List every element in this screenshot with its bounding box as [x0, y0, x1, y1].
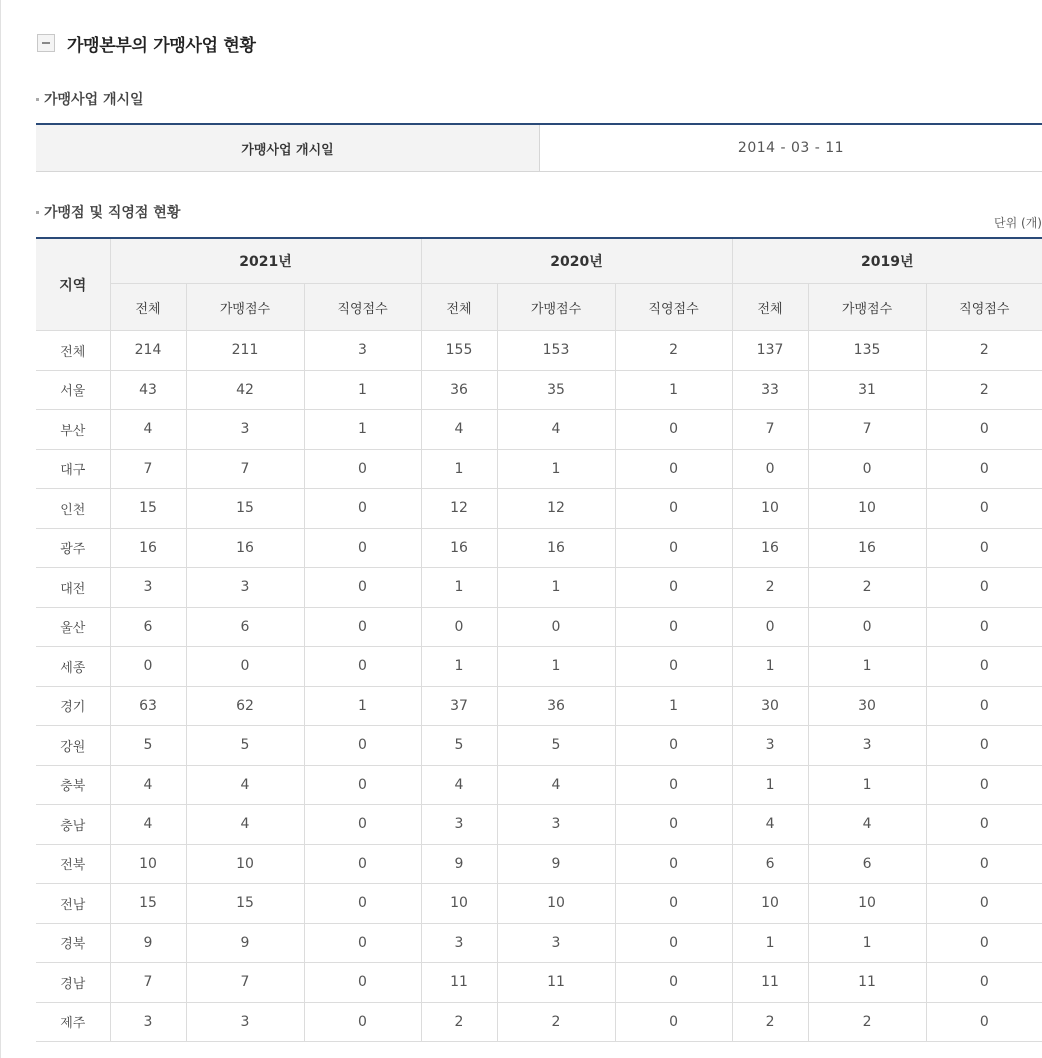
- value-cell: 10: [497, 884, 615, 924]
- value-cell: 15: [186, 489, 304, 529]
- value-cell: 1: [615, 370, 732, 410]
- value-cell: 10: [732, 489, 808, 529]
- value-cell: 7: [808, 410, 926, 450]
- value-cell: 7: [110, 449, 186, 489]
- value-cell: 0: [304, 528, 421, 568]
- value-cell: 1: [421, 449, 497, 489]
- value-cell: 16: [497, 528, 615, 568]
- value-cell: 3: [186, 410, 304, 450]
- table-row: [36, 568, 1042, 608]
- value-cell: 0: [808, 607, 926, 647]
- value-cell: 0: [421, 607, 497, 647]
- value-cell: 10: [110, 844, 186, 884]
- region-cell: 전체: [36, 331, 110, 371]
- value-cell: 0: [926, 923, 1042, 963]
- region-cell: 대구: [36, 449, 110, 489]
- value-cell: 11: [732, 963, 808, 1003]
- value-cell: 4: [421, 765, 497, 805]
- table-row: [36, 528, 1042, 568]
- value-cell: 2: [421, 1002, 497, 1042]
- region-cell: 광주: [36, 528, 110, 568]
- value-cell: 7: [186, 449, 304, 489]
- value-cell: 3: [732, 726, 808, 766]
- value-cell: 0: [615, 489, 732, 529]
- value-cell: 0: [304, 568, 421, 608]
- table-row: [36, 963, 1042, 1003]
- region-cell: 제주: [36, 1002, 110, 1042]
- start-date-subtitle-text: 가맹사업 개시일: [44, 92, 144, 108]
- year-header: 2021년: [110, 238, 421, 284]
- value-cell: 5: [421, 726, 497, 766]
- value-cell: 0: [304, 884, 421, 924]
- value-cell: 7: [110, 963, 186, 1003]
- value-cell: 10: [808, 489, 926, 529]
- value-cell: 1: [732, 765, 808, 805]
- value-cell: 0: [304, 844, 421, 884]
- value-cell: 6: [808, 844, 926, 884]
- region-cell: 충북: [36, 765, 110, 805]
- value-cell: 9: [497, 844, 615, 884]
- table-row: [36, 844, 1042, 884]
- value-cell: 3: [186, 568, 304, 608]
- value-cell: 12: [421, 489, 497, 529]
- value-cell: 3: [304, 331, 421, 371]
- value-cell: 3: [110, 568, 186, 608]
- value-cell: 0: [304, 805, 421, 845]
- value-cell: 10: [421, 884, 497, 924]
- value-cell: 0: [926, 489, 1042, 529]
- table-row: [36, 765, 1042, 805]
- value-cell: 11: [421, 963, 497, 1003]
- value-cell: 37: [421, 686, 497, 726]
- value-cell: 1: [732, 923, 808, 963]
- value-cell: 0: [615, 647, 732, 687]
- stores-subtitle-text: 가맹점 및 직영점 현황: [44, 205, 181, 221]
- collapse-toggle-button[interactable]: [37, 34, 55, 52]
- value-cell: 0: [615, 844, 732, 884]
- value-cell: 12: [497, 489, 615, 529]
- value-cell: 0: [304, 449, 421, 489]
- value-cell: 11: [497, 963, 615, 1003]
- table-row: [36, 726, 1042, 766]
- value-cell: 7: [732, 410, 808, 450]
- value-cell: 4: [110, 805, 186, 845]
- value-cell: 0: [615, 410, 732, 450]
- value-cell: 0: [186, 647, 304, 687]
- bullet-icon: [36, 98, 39, 101]
- region-cell: 경북: [36, 923, 110, 963]
- value-cell: 1: [732, 647, 808, 687]
- stores-table: [36, 237, 1042, 1042]
- value-cell: 1: [421, 647, 497, 687]
- value-cell: 2: [926, 370, 1042, 410]
- region-cell: 경남: [36, 963, 110, 1003]
- value-cell: 0: [926, 963, 1042, 1003]
- region-cell: 울산: [36, 607, 110, 647]
- year-header: 2019년: [732, 238, 1042, 284]
- value-cell: 33: [732, 370, 808, 410]
- value-cell: 0: [304, 923, 421, 963]
- value-cell: 3: [808, 726, 926, 766]
- unit-label: 단위 (개): [994, 216, 1042, 230]
- value-cell: 0: [732, 607, 808, 647]
- value-cell: 0: [926, 449, 1042, 489]
- minus-icon: [42, 42, 50, 44]
- value-cell: 1: [421, 568, 497, 608]
- table-row: [36, 1002, 1042, 1042]
- value-cell: 0: [926, 607, 1042, 647]
- value-cell: 0: [304, 765, 421, 805]
- value-cell: 6: [732, 844, 808, 884]
- value-cell: 3: [186, 1002, 304, 1042]
- value-cell: 11: [808, 963, 926, 1003]
- value-cell: 7: [186, 963, 304, 1003]
- value-cell: 16: [421, 528, 497, 568]
- value-cell: 0: [615, 923, 732, 963]
- value-cell: 2: [808, 1002, 926, 1042]
- column-header: 전체: [732, 284, 808, 331]
- table-row: [36, 370, 1042, 410]
- value-cell: 0: [926, 765, 1042, 805]
- value-cell: 10: [732, 884, 808, 924]
- value-cell: 10: [186, 844, 304, 884]
- value-cell: 0: [926, 528, 1042, 568]
- value-cell: 5: [186, 726, 304, 766]
- value-cell: 2: [732, 1002, 808, 1042]
- value-cell: 4: [110, 410, 186, 450]
- value-cell: 43: [110, 370, 186, 410]
- left-border: [0, 0, 1, 1058]
- bullet-icon: [36, 211, 39, 214]
- value-cell: 2: [497, 1002, 615, 1042]
- value-cell: 2: [732, 568, 808, 608]
- value-cell: 4: [421, 410, 497, 450]
- value-cell: 0: [615, 449, 732, 489]
- value-cell: 16: [186, 528, 304, 568]
- value-cell: 3: [497, 923, 615, 963]
- column-header: 직영점수: [304, 284, 421, 331]
- value-cell: 1: [304, 410, 421, 450]
- value-cell: 0: [926, 726, 1042, 766]
- value-cell: 0: [926, 884, 1042, 924]
- value-cell: 15: [110, 884, 186, 924]
- region-cell: 서울: [36, 370, 110, 410]
- value-cell: 3: [421, 805, 497, 845]
- table-row: [36, 923, 1042, 963]
- value-cell: 1: [304, 686, 421, 726]
- value-cell: 1: [304, 370, 421, 410]
- value-cell: 3: [421, 923, 497, 963]
- value-cell: 0: [615, 884, 732, 924]
- value-cell: 9: [186, 923, 304, 963]
- value-cell: 1: [808, 647, 926, 687]
- value-cell: 4: [732, 805, 808, 845]
- value-cell: 0: [304, 963, 421, 1003]
- value-cell: 0: [615, 528, 732, 568]
- section-title: 가맹본부의 가맹사업 현황: [67, 35, 256, 56]
- value-cell: 3: [110, 1002, 186, 1042]
- value-cell: 153: [497, 331, 615, 371]
- value-cell: 30: [808, 686, 926, 726]
- value-cell: 5: [497, 726, 615, 766]
- table-row: [36, 607, 1042, 647]
- value-cell: 1: [497, 647, 615, 687]
- value-cell: 4: [497, 765, 615, 805]
- value-cell: 0: [926, 568, 1042, 608]
- value-cell: 1: [808, 765, 926, 805]
- stores-table-body: [36, 331, 1042, 1042]
- column-header: 전체: [110, 284, 186, 331]
- region-cell: 충남: [36, 805, 110, 845]
- start-date-label: 가맹사업 개시일: [36, 124, 540, 172]
- value-cell: 0: [808, 449, 926, 489]
- column-header: 가맹점수: [497, 284, 615, 331]
- value-cell: 1: [497, 449, 615, 489]
- value-cell: 9: [110, 923, 186, 963]
- value-cell: 0: [615, 726, 732, 766]
- start-date-subtitle: [36, 89, 144, 109]
- start-date-row: [36, 124, 1042, 172]
- value-cell: 137: [732, 331, 808, 371]
- table-row: [36, 410, 1042, 450]
- region-cell: 경기: [36, 686, 110, 726]
- value-cell: 0: [615, 607, 732, 647]
- value-cell: 0: [304, 647, 421, 687]
- value-cell: 15: [110, 489, 186, 529]
- value-cell: 135: [808, 331, 926, 371]
- value-cell: 0: [926, 410, 1042, 450]
- value-cell: 0: [304, 726, 421, 766]
- value-cell: 16: [110, 528, 186, 568]
- region-cell: 강원: [36, 726, 110, 766]
- value-cell: 30: [732, 686, 808, 726]
- year-header: 2020년: [421, 238, 732, 284]
- value-cell: 4: [497, 410, 615, 450]
- value-cell: 211: [186, 331, 304, 371]
- start-date-value: 2014 - 03 - 11: [540, 124, 1042, 172]
- value-cell: 0: [304, 1002, 421, 1042]
- stores-subtitle: [36, 202, 180, 222]
- value-cell: 4: [110, 765, 186, 805]
- value-cell: 0: [926, 647, 1042, 687]
- value-cell: 0: [304, 607, 421, 647]
- region-cell: 세종: [36, 647, 110, 687]
- table-row: [36, 647, 1042, 687]
- value-cell: 6: [110, 607, 186, 647]
- value-cell: 2: [808, 568, 926, 608]
- table-row: [36, 884, 1042, 924]
- value-cell: 4: [186, 805, 304, 845]
- value-cell: 0: [110, 647, 186, 687]
- value-cell: 0: [926, 1002, 1042, 1042]
- value-cell: 0: [926, 844, 1042, 884]
- value-cell: 36: [497, 686, 615, 726]
- value-cell: 62: [186, 686, 304, 726]
- region-cell: 대전: [36, 568, 110, 608]
- value-cell: 42: [186, 370, 304, 410]
- column-header: 가맹점수: [808, 284, 926, 331]
- value-cell: 2: [615, 331, 732, 371]
- start-date-table: [36, 123, 1042, 172]
- value-cell: 2: [926, 331, 1042, 371]
- value-cell: 0: [615, 963, 732, 1003]
- region-cell: 부산: [36, 410, 110, 450]
- value-cell: 4: [808, 805, 926, 845]
- value-cell: 10: [808, 884, 926, 924]
- column-header: 직영점수: [615, 284, 732, 331]
- value-cell: 0: [304, 489, 421, 529]
- region-header: 지역: [36, 238, 110, 331]
- value-cell: 0: [926, 805, 1042, 845]
- value-cell: 3: [497, 805, 615, 845]
- value-cell: 0: [615, 805, 732, 845]
- value-cell: 0: [615, 765, 732, 805]
- value-cell: 214: [110, 331, 186, 371]
- value-cell: 31: [808, 370, 926, 410]
- value-cell: 155: [421, 331, 497, 371]
- value-cell: 1: [497, 568, 615, 608]
- value-cell: 5: [110, 726, 186, 766]
- column-header: 전체: [421, 284, 497, 331]
- region-cell: 전남: [36, 884, 110, 924]
- value-cell: 0: [497, 607, 615, 647]
- value-cell: 1: [615, 686, 732, 726]
- section-header: [37, 31, 256, 55]
- value-cell: 9: [421, 844, 497, 884]
- table-row: [36, 686, 1042, 726]
- value-cell: 35: [497, 370, 615, 410]
- column-header: 직영점수: [926, 284, 1042, 331]
- value-cell: 6: [186, 607, 304, 647]
- region-cell: 전북: [36, 844, 110, 884]
- value-cell: 0: [926, 686, 1042, 726]
- value-cell: 63: [110, 686, 186, 726]
- region-cell: 인천: [36, 489, 110, 529]
- value-cell: 16: [732, 528, 808, 568]
- table-row: [36, 331, 1042, 371]
- column-header: 가맹점수: [186, 284, 304, 331]
- value-cell: 0: [615, 1002, 732, 1042]
- value-cell: 0: [615, 568, 732, 608]
- value-cell: 16: [808, 528, 926, 568]
- value-cell: 36: [421, 370, 497, 410]
- table-row: [36, 489, 1042, 529]
- value-cell: 4: [186, 765, 304, 805]
- value-cell: 0: [732, 449, 808, 489]
- value-cell: 15: [186, 884, 304, 924]
- value-cell: 1: [808, 923, 926, 963]
- year-header-row: [36, 238, 1042, 284]
- table-row: [36, 805, 1042, 845]
- column-header-row: [36, 284, 1042, 331]
- table-row: [36, 449, 1042, 489]
